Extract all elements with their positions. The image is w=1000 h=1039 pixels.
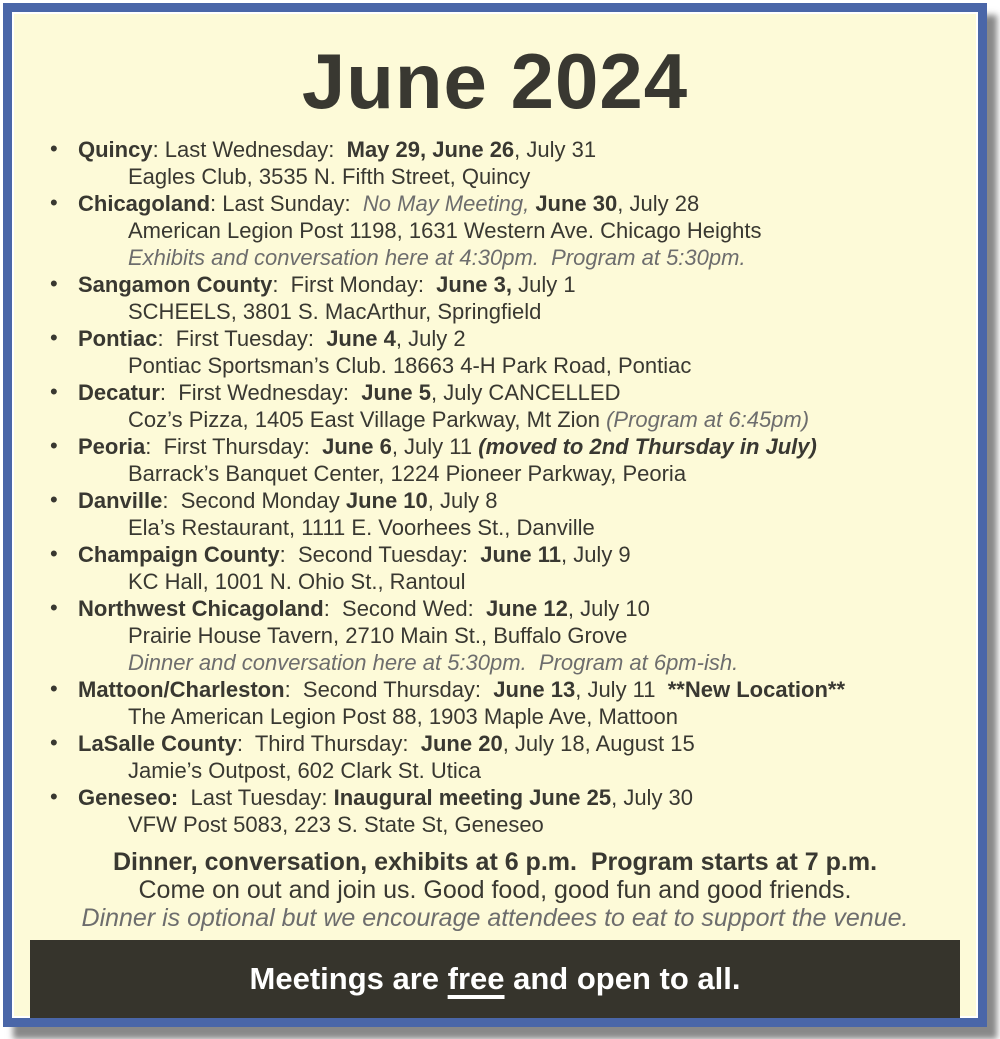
text-segment: KC Hall, 1001 N. Ohio St., Rantoul — [128, 569, 466, 594]
bullet-icon: • — [50, 487, 58, 512]
bullet-icon: • — [50, 433, 58, 458]
danville-main-line — [12, 487, 978, 514]
peoria-venue-line — [12, 460, 978, 487]
footer-dinner-line: Dinner, conversation, exhibits at 6 p.m. Program starts at 7 p.m. — [112, 848, 878, 876]
text-segment: June 12 — [485, 596, 568, 621]
text-segment: July 1 — [511, 272, 576, 297]
bullet-icon: • — [50, 595, 58, 620]
quincy-main-line — [12, 136, 978, 163]
text-segment: Exhibits and conversation here at 4:30pm. Program at 5:30pm. — [128, 245, 746, 270]
text-segment: , July 8 — [427, 488, 498, 513]
pontiac-main-line — [12, 325, 978, 352]
bullet-icon: • — [50, 379, 58, 404]
text-segment: : Second Wed: — [323, 596, 486, 621]
text-segment: , July 30 — [611, 785, 694, 810]
pontiac-venue-line — [12, 352, 978, 379]
text-segment: Danville — [78, 488, 163, 513]
banner-free-word: free — [447, 961, 505, 996]
schedule-entry-peoria — [12, 433, 978, 487]
peoria-main-line — [12, 433, 978, 460]
text-segment: No May Meeting, — [362, 191, 530, 216]
bullet-icon: • — [50, 784, 58, 809]
text-segment: VFW Post 5083, 223 S. State St, Geneseo — [128, 812, 544, 837]
chicagoland-note-line — [12, 244, 978, 271]
text-segment: Decatur — [78, 380, 160, 405]
text-segment: : Second Monday — [162, 488, 346, 513]
text-segment: , July 11 — [391, 434, 479, 459]
text-segment: , July CANCELLED — [430, 380, 621, 405]
schedule-entry-northwest-chicagoland — [12, 595, 978, 676]
text-segment: Sangamon County — [78, 272, 273, 297]
schedule-entry-quincy — [12, 136, 978, 190]
bullet-icon: • — [50, 730, 58, 755]
schedule-list — [12, 136, 978, 838]
text-segment: Last Tuesday: — [178, 785, 334, 810]
sangamon-county-venue-line — [12, 298, 978, 325]
text-segment: June 20 — [420, 731, 503, 756]
text-segment: : First Monday: — [272, 272, 437, 297]
text-segment: , July 28 — [617, 191, 700, 216]
northwest-chicagoland-main-line — [12, 595, 978, 622]
text-segment: : Third Thursday: — [236, 731, 421, 756]
text-segment: Quincy — [78, 137, 153, 162]
text-segment: June 5 — [361, 380, 431, 405]
quincy-venue-line — [12, 163, 978, 190]
text-segment: , July 10 — [567, 596, 650, 621]
decatur-main-line — [12, 379, 978, 406]
chicagoland-main-line — [12, 190, 978, 217]
banner-text-pre: Meetings are — [249, 961, 448, 996]
text-segment: June 3, — [436, 272, 512, 297]
schedule-entry-pontiac — [12, 325, 978, 379]
text-segment: Mattoon/Charleston — [78, 677, 285, 702]
text-segment: Chicagoland — [78, 191, 211, 216]
footer-optional-line: Dinner is optional but we encourage attendees to eat to support the venue. — [81, 904, 909, 932]
text-segment: LaSalle County — [78, 731, 237, 756]
text-segment: : Second Tuesday: — [279, 542, 481, 567]
text-segment: Pontiac — [78, 326, 158, 351]
text-segment: , July 18, August 15 — [502, 731, 695, 756]
schedule-entry-lasalle-county — [12, 730, 978, 784]
text-segment: The American Legion Post 88, 1903 Maple Ave, Mattoon — [128, 704, 678, 729]
text-segment: Prairie House Tavern, 2710 Main St., Buffalo Grove — [128, 623, 628, 648]
text-segment: Peoria — [78, 434, 146, 459]
footer-invite-line: Come on out and join us. Good food, good fun and good friends. — [138, 876, 852, 904]
sangamon-county-main-line — [12, 271, 978, 298]
text-segment: (moved to 2nd Thursday in July) — [478, 434, 817, 459]
text-segment: , July 11 — [575, 677, 668, 702]
text-segment: June 10 — [345, 488, 428, 513]
text-segment: , July 2 — [395, 326, 466, 351]
text-segment: Barrack’s Banquet Center, 1224 Pioneer Parkway, Peoria — [128, 461, 687, 486]
schedule-entry-sangamon-county — [12, 271, 978, 325]
text-segment: June 30 — [535, 191, 618, 216]
text-segment: June 11 — [480, 542, 561, 567]
text-segment: , July 9 — [560, 542, 631, 567]
champaign-county-main-line — [12, 541, 978, 568]
banner-text-post: and open to all. — [504, 961, 741, 996]
mattoon-charleston-main-line — [12, 676, 978, 703]
bullet-icon: • — [50, 136, 58, 161]
northwest-chicagoland-venue-line — [12, 622, 978, 649]
text-segment: Geneseo: — [78, 785, 179, 810]
text-segment: Pontiac Sportsman’s Club. 18663 4-H Park Road, Pontiac — [128, 353, 692, 378]
text-segment: : Last Sunday: — [210, 191, 363, 216]
text-segment: Ela’s Restaurant, 1111 E. Voorhees St., Danville — [128, 515, 595, 540]
northwest-chicagoland-note-line — [12, 649, 978, 676]
champaign-county-venue-line — [12, 568, 978, 595]
text-segment: : First Tuesday: — [157, 326, 327, 351]
schedule-entry-decatur — [12, 379, 978, 433]
text-segment: American Legion Post 1198, 1631 Western Ave. Chicago Heights — [128, 218, 762, 243]
text-segment: : First Wednesday: — [159, 380, 362, 405]
bullet-icon: • — [50, 190, 58, 215]
geneseo-main-line — [12, 784, 978, 811]
mattoon-charleston-venue-line — [12, 703, 978, 730]
text-segment: Champaign County — [78, 542, 280, 567]
bullet-icon: • — [50, 541, 58, 566]
text-segment: : First Thursday: — [145, 434, 323, 459]
text-segment: Northwest Chicagoland — [78, 596, 324, 621]
lasalle-county-venue-line — [12, 757, 978, 784]
text-segment: **New Location** — [667, 677, 846, 702]
bullet-icon: • — [50, 676, 58, 701]
schedule-entry-chicagoland — [12, 190, 978, 271]
schedule-entry-danville — [12, 487, 978, 541]
geneseo-venue-line — [12, 811, 978, 838]
schedule-entry-champaign-county — [12, 541, 978, 595]
text-segment: June 6 — [322, 434, 392, 459]
meeting-flyer — [3, 3, 987, 1027]
text-segment: : Second Thursday: — [284, 677, 494, 702]
text-segment: May 29, June 26 — [346, 137, 515, 162]
text-segment: Eagles Club, 3535 N. Fifth Street, Quincy — [128, 164, 531, 189]
footer-block — [12, 848, 978, 932]
text-segment: SCHEELS, 3801 S. MacArthur, Springfield — [128, 299, 542, 324]
free-banner — [30, 940, 960, 1018]
text-segment: June 4 — [326, 326, 396, 351]
bullet-icon: • — [50, 271, 58, 296]
text-segment: (Program at 6:45pm) — [606, 407, 810, 432]
text-segment: Jamie’s Outpost, 602 Clark St. Utica — [128, 758, 481, 783]
danville-venue-line — [12, 514, 978, 541]
text-segment: June 13 — [493, 677, 576, 702]
schedule-entry-mattoon-charleston — [12, 676, 978, 730]
flyer-title: June 2024 — [301, 37, 689, 125]
text-segment: : Last Wednesday: — [152, 137, 347, 162]
bullet-icon: • — [50, 325, 58, 350]
decatur-venue-line — [12, 406, 978, 433]
text-segment: Inaugural meeting June 25 — [333, 785, 612, 810]
schedule-entry-geneseo — [12, 784, 978, 838]
text-segment: Dinner and conversation here at 5:30pm. Program at 6pm-ish. — [128, 650, 739, 675]
text-segment: , July 31 — [514, 137, 597, 162]
text-segment: Coz’s Pizza, 1405 East Village Parkway, Mt Zion — [128, 407, 607, 432]
chicagoland-venue-line — [12, 217, 978, 244]
lasalle-county-main-line — [12, 730, 978, 757]
